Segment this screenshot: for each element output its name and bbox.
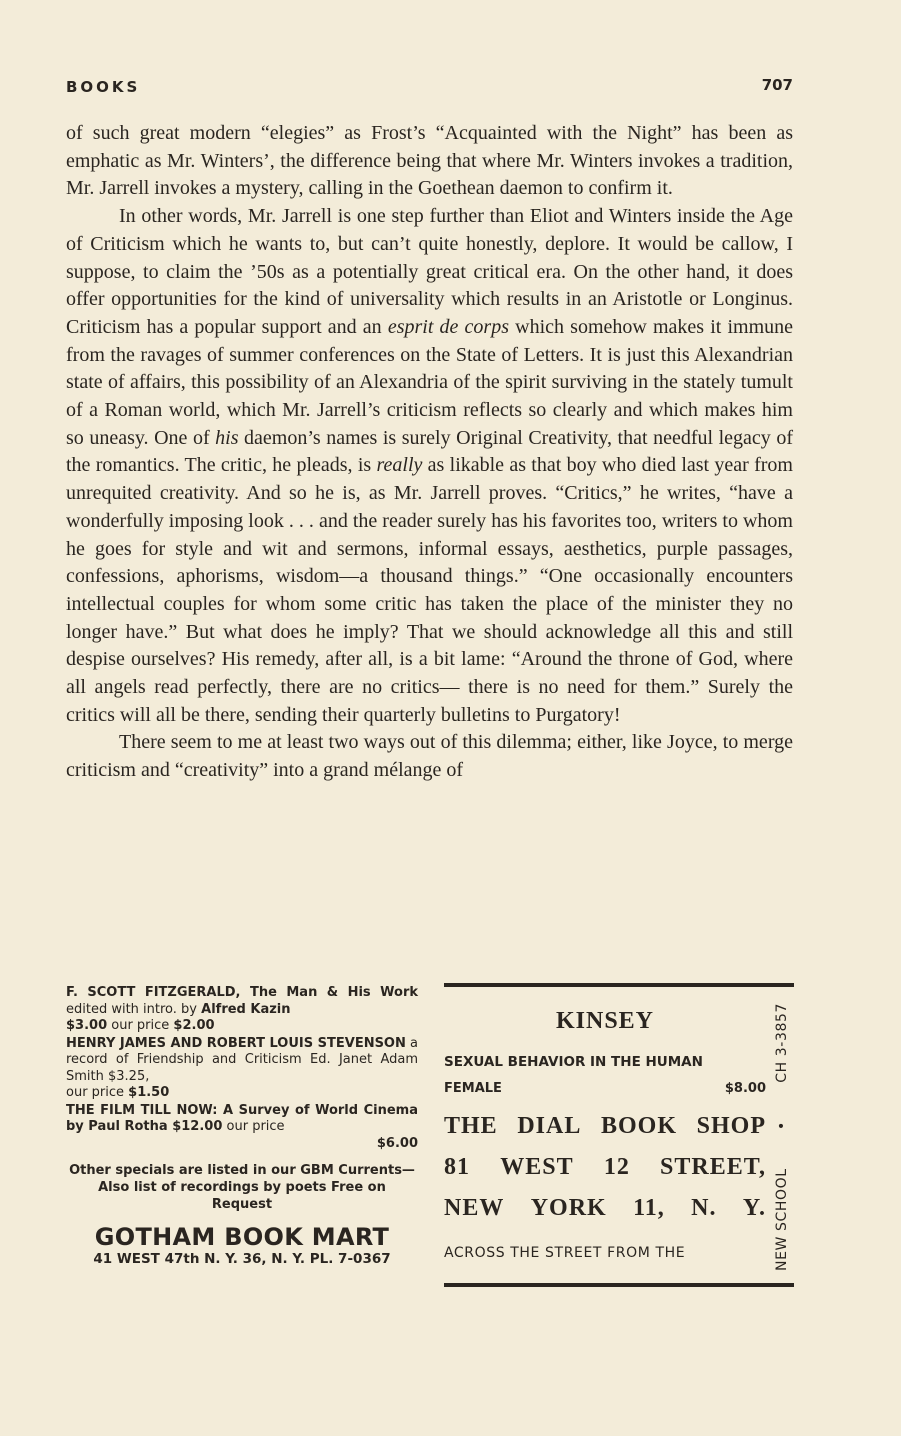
gotham-entry-fitzgerald (66, 985, 418, 1035)
entry-our-price: $6.00 (376, 1135, 418, 1151)
entry-price: $3.25, (108, 1068, 150, 1084)
entry-our-price: $1.50 (128, 1085, 170, 1100)
ad-street-address (444, 1154, 766, 1181)
ad-vertical-text (774, 1003, 790, 1271)
paragraph (66, 203, 793, 729)
word: STREET, (660, 1154, 766, 1180)
word: WEST (500, 1154, 574, 1180)
entry-desc: a record of Friendship and Criticism Ed. Janet Adam Smith (66, 1035, 418, 1084)
gotham-specials-note: Other specials are listed in our GBM Currents—Also list of recordings by poets Free on Request (69, 1163, 415, 1212)
ad-phone: CH 3-3857 (774, 1003, 790, 1083)
word: SHOP (696, 1113, 766, 1139)
entry-price: $3.00 (66, 1018, 108, 1033)
running-header-section: BOOKS (66, 78, 141, 96)
page-number: 707 (761, 76, 793, 94)
word: THE (444, 1113, 498, 1139)
word: 12 (603, 1154, 630, 1180)
ad-bottom-rule (444, 1283, 794, 1287)
text-run: There seem to me at least two ways out of this dilemma; either, like Joyce, to merge criticism and “creativity” into a grand mélange of (66, 731, 793, 782)
entry-title: F. SCOTT FITZGERALD, The Man & His Work (66, 985, 418, 1000)
ad-new-school: NEW SCHOOL (774, 1168, 790, 1271)
text-run: as likable as that boy who died last year from unrequited creativity. And so he is, as Mr. Jarrell proves. “Critics,” he writes, “have a wonderfully imposing look . . . and the reader surely has his favorites too, writers to whom he goes for style and wit and sermons, informal essays, aesthetics, purple passages, confessions, aphorisms, wisdom—a thousand things.” “One occasionally encounters intellectual couples for whom some critic has taken the place of the minister they no longer have.” But what does he imply? That we should acknowledge all this and still despise ourselves? His remedy, after all, is a bit lame: “Around the throne of God, where all angels read perfectly, there are no critics— there is no need for them.” Surely the critics will all be there, sending their quarterly bulletins to Purgatory! (66, 454, 793, 726)
word: DIAL (517, 1113, 582, 1139)
entry-our-price: $2.00 (173, 1018, 215, 1033)
italic-phrase: really (376, 454, 423, 477)
text-run: of such great modern “elegies” as Frost’s “Acquainted with the Night” has been as emphatic as Mr. Winters’, the difference being that where Mr. Winters invokes a tradition, Mr. Jarrell invokes a mystery, calling in the Goethean daemon to confirm it. (66, 122, 793, 200)
word: BOOK (600, 1113, 677, 1139)
ad-headline: KINSEY (555, 1008, 655, 1034)
gotham-entry-film-till-now (66, 1103, 418, 1153)
word: NEW (444, 1195, 505, 1221)
ad-bullet: • (774, 1121, 790, 1130)
entry-desc: edited with intro. by (66, 1001, 202, 1017)
entry-price-sep: our price (66, 1085, 129, 1100)
italic-phrase: his (215, 426, 239, 449)
entry-price-sep: our price (222, 1119, 285, 1134)
dial-book-shop-ad (444, 983, 794, 1288)
text-run: daemon’s names is surely Original Creativity, that needful legacy of the romantics. The critic, he pleads, is (66, 426, 793, 477)
entry-price: $12.00 (167, 1119, 223, 1134)
word: 81 (444, 1154, 470, 1180)
word: Y. (742, 1195, 766, 1221)
text-run: In other words, Mr. Jarrell is one step further than Eliot and Winters inside the Age of Criticism which he wants to, but can’t quite honestly, deplore. It would be callow, I suppose, to claim the ’50s as a potentially great critical era. On the other hand, it does offer opportunities for the kind of universality which results in an Aristotle or Longinus. Criticism has a popular support and an (66, 205, 793, 338)
italic-phrase: esprit de corps (387, 315, 509, 338)
ad-across-the-street: ACROSS THE STREET FROM THE (444, 1245, 686, 1261)
gotham-book-mart-ad (66, 985, 418, 1268)
word: YORK (530, 1195, 607, 1221)
paragraph (66, 729, 793, 784)
gotham-entry-james-stevenson (66, 1036, 418, 1102)
gotham-store-name: GOTHAM BOOK MART (94, 1223, 390, 1251)
gotham-store-address: 41 WEST 47th N. Y. 36, N. Y. PL. 7-0367 (93, 1251, 391, 1267)
paragraph (66, 120, 793, 203)
word: 11, (633, 1195, 665, 1221)
article-body (66, 120, 793, 785)
ad-book-subtitle: FEMALE (444, 1081, 502, 1096)
word: N. (691, 1195, 717, 1221)
entry-title: HENRY JAMES AND ROBERT LOUIS STEVENSON (66, 1035, 406, 1051)
ad-store-name (444, 1113, 766, 1140)
ad-book-subtitle-row (444, 1081, 766, 1096)
entry-title: THE FILM TILL NOW: A Survey of World Cinema by Paul Rotha (66, 1102, 418, 1134)
ad-book-price: $8.00 (724, 1081, 766, 1096)
entry-price-sep: our price (107, 1018, 174, 1033)
ad-book-title: SEXUAL BEHAVIOR IN THE HUMAN (444, 1054, 703, 1070)
text-run: which somehow makes it immune from the ravages of summer conferences on the State of Letters. It is just this Alexandrian state of affairs, this possibility of an Alexandria of the spirit surviving in the stately tumult of a Roman world, which Mr. Jarrell’s criticism reflects so clearly and which makes him so uneasy. One of (66, 315, 793, 449)
ad-city (444, 1195, 766, 1222)
ad-top-rule (444, 983, 794, 987)
entry-editor: Alfred Kazin (201, 1001, 291, 1017)
